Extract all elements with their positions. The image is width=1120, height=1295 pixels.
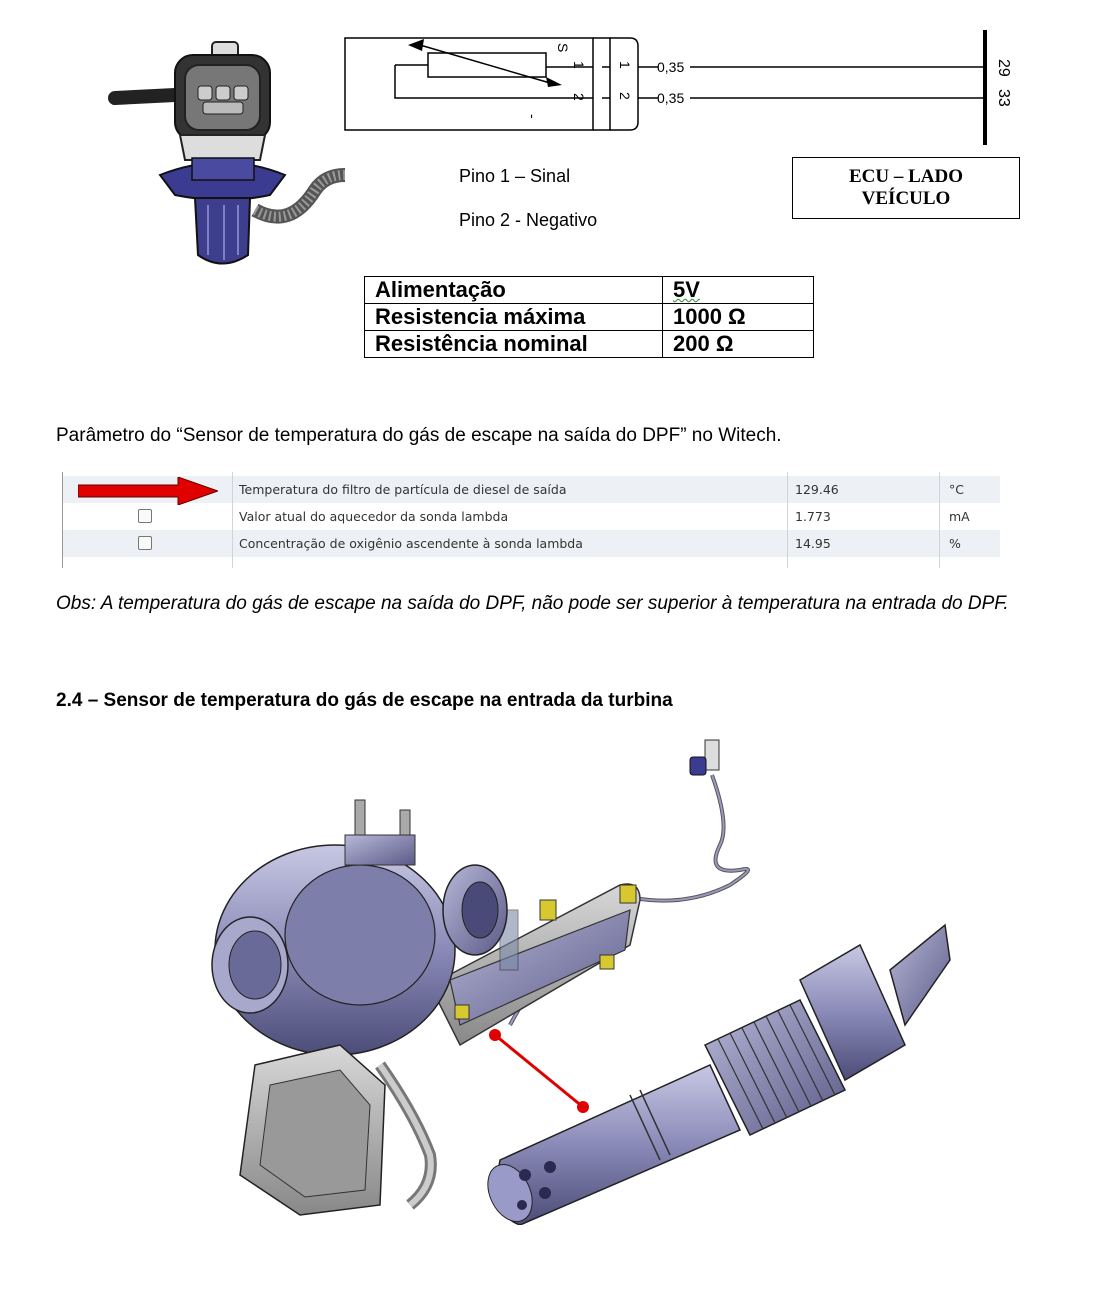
spec-value: 1000 Ω (663, 304, 814, 331)
sensor-pin-label: 1 (571, 61, 587, 69)
turbocharger-sensor-illustration (200, 735, 960, 1225)
connector-pin-label: 2 (617, 92, 633, 100)
wire-gauge-label: 0,35 (657, 59, 685, 75)
wiring-diagram (340, 25, 1060, 155)
spec-label: Resistência nominal (365, 331, 663, 358)
observation-note: Obs: A temperatura do gás de escape na saída do DPF, não pode ser superior à temperatura na entrada do DPF. (56, 593, 1009, 614)
pin1-label: Pino 1 – Sinal (459, 166, 571, 186)
spec-label: Resistencia máxima (365, 304, 663, 331)
spec-value: 5V (673, 277, 700, 302)
ecu-pin-label: 33 (995, 89, 1012, 107)
connector-pin-label: 1 (617, 61, 633, 69)
table-divider (232, 472, 233, 568)
row-checkbox[interactable] (138, 536, 152, 550)
sensor-pin-label: S (555, 43, 571, 53)
parameter-unit: mA (949, 509, 970, 524)
table-row (365, 304, 814, 331)
wire-gauge-label: 0,35 (657, 90, 685, 106)
ecu-pin-label: 29 (995, 59, 1012, 77)
table-row[interactable] (62, 503, 1000, 530)
parameter-value: 14.95 (795, 536, 831, 551)
pin2-label: Pino 2 - Negativo (459, 210, 598, 230)
ecu-label-box (792, 157, 1020, 219)
parameter-name: Concentração de oxigênio ascendente à sonda lambda (239, 536, 583, 551)
table-divider (787, 472, 788, 568)
witech-parameter-table (62, 472, 1000, 568)
parameter-unit: °C (949, 482, 964, 497)
ecu-label-line2: VEÍCULO (861, 188, 951, 209)
spec-table (364, 276, 814, 358)
red-arrow-icon (78, 477, 218, 505)
parameter-value: 129.46 (795, 482, 839, 497)
section-heading: 2.4 – Sensor de temperatura do gás de escape na entrada da turbina (56, 690, 673, 711)
sensor-pin-label: - (525, 114, 541, 119)
row-checkbox[interactable] (138, 509, 152, 523)
parameter-value: 1.773 (795, 509, 831, 524)
spec-value: 200 Ω (663, 331, 814, 358)
table-divider (62, 472, 63, 568)
table-divider (939, 472, 940, 568)
parameter-title: Parâmetro do “Sensor de temperatura do gás de escape na saída do DPF” no Witech. (56, 425, 782, 446)
table-row (365, 331, 814, 358)
table-row (365, 277, 814, 304)
parameter-unit: % (949, 536, 961, 551)
sensor-pin-label: 2 (571, 93, 587, 101)
parameter-name: Valor atual do aquecedor da sonda lambda (239, 509, 509, 524)
spec-label: Alimentação (365, 277, 663, 304)
parameter-name: Temperatura do filtro de partícula de diesel de saída (239, 482, 567, 497)
table-row[interactable] (62, 530, 1000, 557)
connector-illustration (100, 40, 350, 272)
table-row[interactable] (62, 476, 1000, 503)
ecu-label-line1: ECU – LADO (848, 166, 963, 187)
